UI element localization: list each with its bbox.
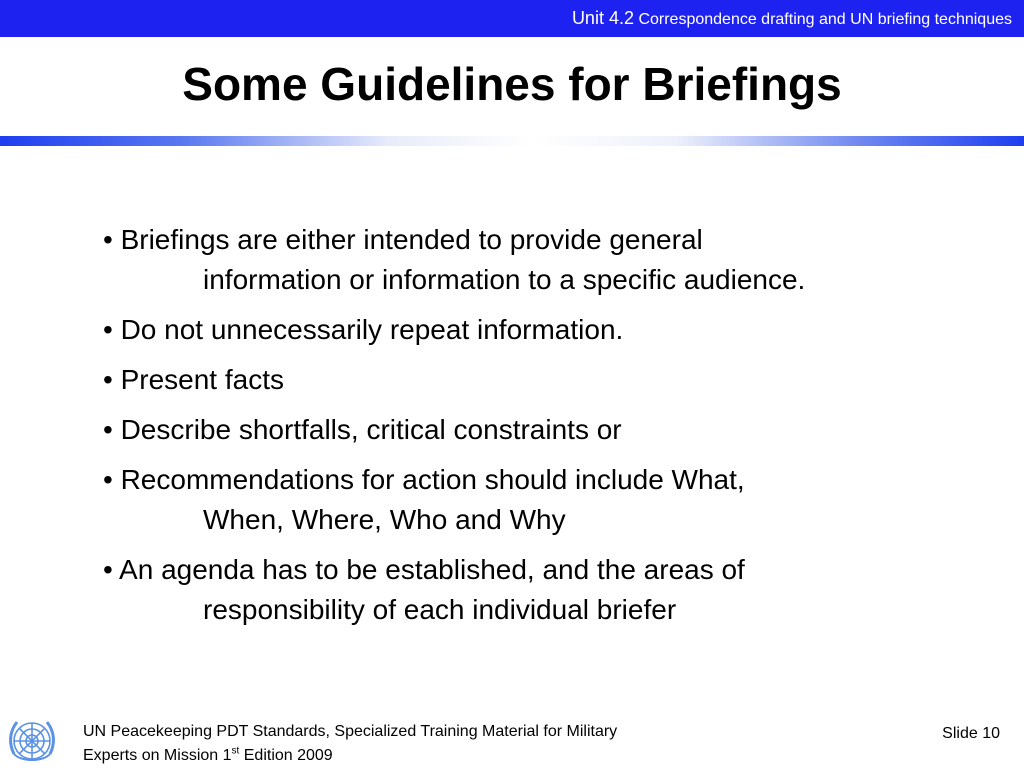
bullet-text: • Do not unnecessarily repeat information. — [103, 314, 624, 345]
footer-citation — [83, 720, 783, 768]
footer-line-1: UN Peacekeeping PDT Standards, Specialized Training Material for Military — [83, 723, 618, 740]
bullet-text: • Briefings are either intended to provide general — [103, 224, 703, 255]
footer-line-2-suffix: Edition 2009 — [239, 747, 333, 764]
bullet-text: • Recommendations for action should include What, — [103, 464, 745, 495]
bullet-text: • Present facts — [103, 364, 284, 395]
slide-number: Slide 10 — [942, 725, 1000, 742]
bullet-item — [103, 550, 983, 630]
title-divider — [0, 136, 1024, 146]
footer-line-2-prefix: Experts on Mission 1 — [83, 747, 232, 764]
unit-label: Unit 4.2 — [571, 8, 634, 28]
bullet-text: • Describe shortfalls, critical constraints or — [103, 414, 622, 445]
bullet-list — [103, 220, 983, 640]
bullet-item — [103, 310, 983, 350]
slide-title: Some Guidelines for Briefings — [182, 58, 842, 110]
bullet-item — [103, 410, 983, 450]
bullet-text: • An agenda has to be established, and the areas of — [103, 554, 745, 585]
bullet-item — [103, 460, 983, 540]
bullet-item — [103, 220, 983, 300]
footer-line-2 — [83, 744, 783, 768]
header-text — [572, 8, 1012, 29]
bullet-text-continuation: information or information to a specific audience. — [203, 264, 806, 295]
bullet-item — [103, 360, 983, 400]
bullet-text-continuation: responsibility of each individual briefer — [203, 594, 677, 625]
bullet-text-continuation: When, Where, Who and Why — [203, 504, 566, 535]
unit-subtitle: Correspondence drafting and UN briefing techniques — [638, 11, 1012, 28]
header-bar — [0, 0, 1024, 37]
footer-ordinal-suffix: st — [231, 745, 240, 757]
un-emblem-icon — [5, 714, 59, 768]
